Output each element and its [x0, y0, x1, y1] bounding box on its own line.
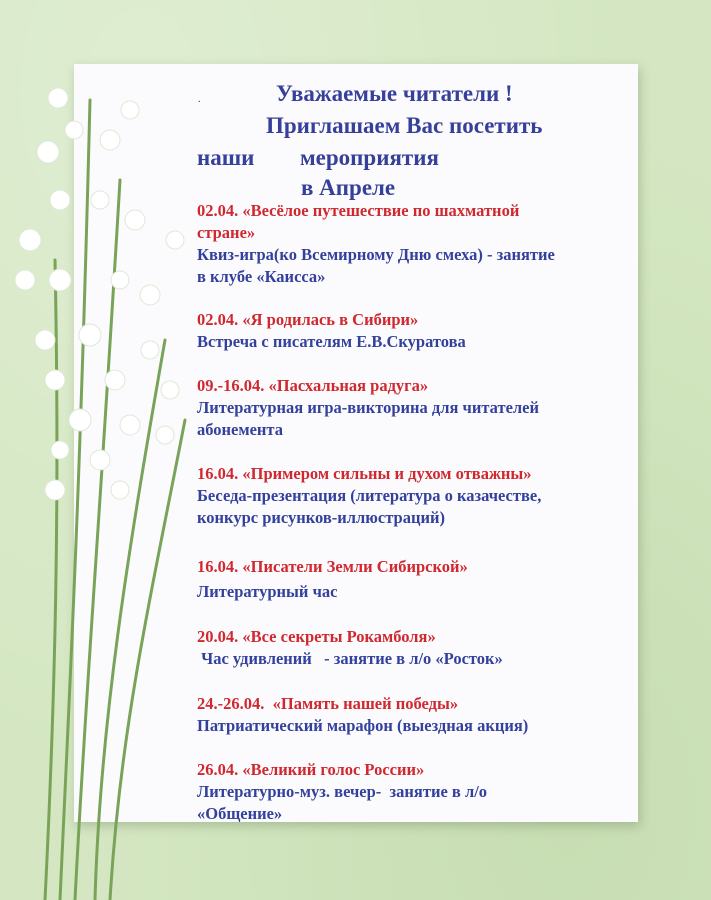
event-item: [197, 200, 555, 288]
event-title: 02.04. «Я родилась в Сибири»: [197, 310, 419, 329]
event-description: Литературно-муз. вечер- занятие в л/о: [197, 782, 488, 801]
event-item: [197, 759, 487, 825]
event-description: Квиз-игра(ко Всемирному Дню смеха) - занятие: [197, 245, 555, 264]
event-item: [197, 309, 466, 353]
event-description-cont: абонемента: [197, 420, 283, 439]
invitation-month: в Апреле: [301, 175, 396, 200]
invitation-word-our: наши: [197, 145, 255, 170]
event-description: Час удивлений - занятие в л/о «Росток»: [197, 649, 503, 668]
event-title: 26.04. «Великий голос России»: [197, 760, 425, 779]
event-item: [197, 463, 541, 529]
stray-dot: .: [198, 94, 201, 105]
greeting-title: Уважаемые читатели !: [276, 81, 513, 106]
event-description: Литературная игра-викторина для читателей: [197, 398, 540, 417]
event-title: 20.04. «Все секреты Рокамболя»: [197, 627, 436, 646]
invitation-line: Приглашаем Вас посетить: [266, 113, 543, 138]
event-description: Патриатический марафон (выездная акция): [197, 716, 529, 735]
event-title: 09.-16.04. «Пасхальная радуга»: [197, 376, 429, 395]
event-item: [197, 375, 539, 441]
event-title: 02.04. «Весёлое путешествие по шахматной: [197, 201, 520, 220]
event-description: Литературный час: [197, 582, 338, 601]
event-description-cont: в клубе «Каисса»: [197, 267, 326, 286]
event-title: 24.-26.04. «Память нашей победы»: [197, 694, 459, 713]
event-item: [197, 626, 503, 670]
event-title-cont: стране»: [197, 223, 256, 242]
event-description-cont: «Общение»: [197, 804, 283, 823]
lily-of-the-valley-illustration: [0, 80, 200, 900]
event-title: 16.04. «Примером сильны и духом отважны»: [197, 464, 532, 483]
event-title: 16.04. «Писатели Земли Сибирской»: [197, 557, 468, 576]
event-description-cont: конкурс рисунков-иллюстраций): [197, 508, 445, 527]
event-description: Встреча с писателям Е.В.Скуратова: [197, 332, 466, 351]
event-description: Беседа-презентация (литература о казачестве,: [197, 486, 542, 505]
invitation-word-events: мероприятия: [300, 145, 439, 170]
event-item: [197, 693, 528, 737]
event-item: [197, 554, 468, 604]
